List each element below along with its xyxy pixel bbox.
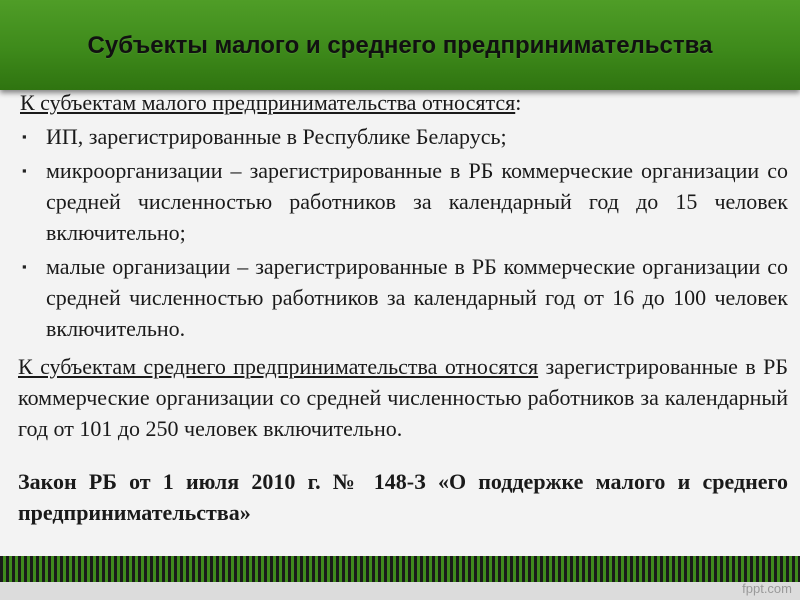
list-item-text: малые организации – зарегистрированные в РБ коммерческие организации со средней численностью работников за календарный год от 16 до 100 человек включительно. [46,254,788,341]
list-item-text: микроорганизации – зарегистрированные в РБ коммерческие организации со средней численностью работников за календарный год до 15 человек включительно; [46,158,788,245]
list-item [18,251,788,344]
footer-strip [0,582,800,600]
intro-underlined-text: К субъектам малого предпринимательства относятся [20,90,516,115]
decorative-stripe-bar [0,556,800,582]
medium-text: зарегистрированные в РБ коммерческие организации со средней численностью работников за календарный год от 101 до 250 человек включительно. [18,354,788,441]
slide-title: Субъекты малого и среднего предпринимательства [87,32,713,59]
bullet-list [18,121,788,344]
list-item [18,121,788,152]
list-item-text: ИП, зарегистрированные в Республике Беларусь; [46,124,507,149]
list-item [18,155,788,248]
law-reference: Закон РБ от 1 июля 2010 г. № 148-З «О поддержке малого и среднего предпринимательства» [18,469,788,525]
medium-business-paragraph [18,351,788,444]
slide-content [18,87,788,550]
intro-colon: : [515,90,522,115]
bullet-icon: ▪ [22,163,27,178]
title-bar [0,0,800,90]
medium-underlined-text: К субъектам среднего предпринимательства относятся [18,354,539,379]
watermark-text: fppt.com [742,581,792,596]
bullet-icon: ▪ [22,259,27,274]
bullet-icon: ▪ [22,129,27,144]
intro-line [20,87,788,118]
